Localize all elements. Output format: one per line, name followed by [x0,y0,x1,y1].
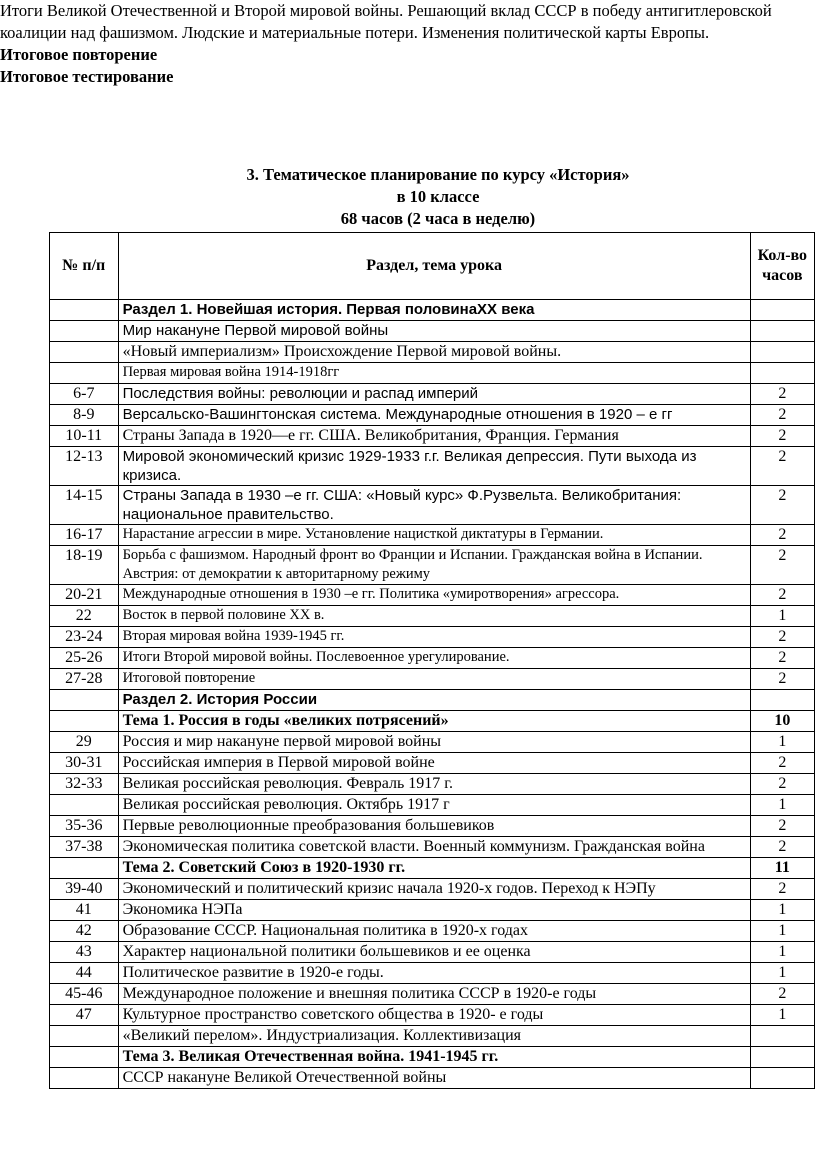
table-row [50,711,815,732]
lesson-hours [750,363,814,384]
header-topic: Раздел, тема урока [118,233,750,300]
lesson-number: 20-21 [50,585,119,606]
lesson-number: 32-33 [50,774,119,795]
lesson-hours [750,1047,814,1068]
lesson-hours: 2 [750,648,814,669]
lesson-number [50,321,119,342]
lesson-number: 12-13 [50,447,119,486]
header-num: № п/п [50,233,119,300]
lesson-number: 10-11 [50,426,119,447]
lesson-topic: Последствия войны: революции и распад империй [118,384,750,405]
table-row [50,606,815,627]
lesson-hours [750,1026,814,1047]
lesson-number: 43 [50,942,119,963]
lesson-topic: Раздел 2. История России [118,690,750,711]
lesson-number [50,1047,119,1068]
lesson-hours: 10 [750,711,814,732]
table-row [50,690,815,711]
lesson-hours: 2 [750,447,814,486]
lesson-topic: Итоги Второй мировой войны. Послевоенное урегулирование. [118,648,750,669]
table-row [50,963,815,984]
lesson-hours: 2 [750,627,814,648]
planning-table [49,232,815,1089]
lesson-hours: 1 [750,606,814,627]
lesson-topic: Тема 1. Россия в годы «великих потрясений» [118,711,750,732]
lesson-hours: 2 [750,984,814,1005]
lesson-hours [750,321,814,342]
lesson-hours: 2 [750,816,814,837]
lesson-hours: 1 [750,921,814,942]
lesson-topic: Международные отношения в 1930 –е гг. Политика «умиротворения» агрессора. [118,585,750,606]
table-row [50,627,815,648]
lesson-topic: Мировой экономический кризис 1929-1933 г.г. Великая депрессия. Пути выхода из кризиса. [118,447,750,486]
lesson-topic: Мир накануне Первой мировой войны [118,321,750,342]
lesson-topic: Образование СССР. Национальная политика в 1920-х годах [118,921,750,942]
lesson-topic: СССР накануне Великой Отечественной войны [118,1068,750,1089]
lesson-hours [750,1068,814,1089]
lesson-number [50,711,119,732]
lesson-topic: Первая мировая война 1914-1918гг [118,363,750,384]
lesson-topic: «Новый империализм» Происхождение Первой мировой войны. [118,342,750,363]
lesson-topic: Нарастание агрессии в мире. Установление нацисткой диктатуры в Германии. [118,525,750,546]
lesson-number: 30-31 [50,753,119,774]
lesson-topic: Экономический и политический кризис начала 1920-х годов. Переход к НЭПу [118,879,750,900]
lesson-hours: 1 [750,963,814,984]
lesson-topic: Культурное пространство советского общества в 1920- е годы [118,1005,750,1026]
table-row [50,984,815,1005]
heading-line-2: в 10 классе [396,187,480,206]
lesson-topic: Характер национальной политики большевиков и ее оценка [118,942,750,963]
table-row [50,648,815,669]
lesson-topic: Великая российская революция. Октябрь 1917 г [118,795,750,816]
lesson-number: 18-19 [50,546,119,585]
planning-heading [0,164,816,230]
heading-line-3: 68 часов (2 часа в неделю) [340,209,536,228]
lesson-hours: 2 [750,585,814,606]
lesson-hours: 1 [750,942,814,963]
table-row [50,753,815,774]
table-row [50,405,815,426]
lesson-hours: 2 [750,837,814,858]
lesson-hours: 2 [750,405,814,426]
table-row [50,900,815,921]
lesson-number: 22 [50,606,119,627]
table-row [50,816,815,837]
lesson-number [50,342,119,363]
lesson-topic: Тема 3. Великая Отечественная война. 1941-1945 гг. [118,1047,750,1068]
lesson-topic: Вторая мировая война 1939-1945 гг. [118,627,750,648]
lesson-number: 25-26 [50,648,119,669]
table-row [50,426,815,447]
lesson-number: 42 [50,921,119,942]
intro-review: Итоговое повторение [0,45,158,64]
table-row [50,1005,815,1026]
lesson-topic: Международное положение и внешняя политика СССР в 1920-е годы [118,984,750,1005]
lesson-hours: 2 [750,525,814,546]
lesson-hours: 1 [750,795,814,816]
lesson-number [50,795,119,816]
intro-text: Итоги Великой Отечественной и Второй мировой войны. Решающий вклад СССР в победу антигитлеровской коалиции над фашизмом. Людские и материальные потери. Изменения политической карты Европы. [0,1,772,42]
lesson-topic: Политическое развитие в 1920-е годы. [118,963,750,984]
lesson-topic: Раздел 1. Новейшая история. Первая половинаXX века [118,300,750,321]
intro-block [0,0,816,88]
lesson-topic: Тема 2. Советский Союз в 1920-1930 гг. [118,858,750,879]
lesson-number: 29 [50,732,119,753]
table-row [50,321,815,342]
lesson-hours: 1 [750,732,814,753]
table-row [50,363,815,384]
lesson-topic: Экономическая политика советской власти. Военный коммунизм. Гражданская война [118,837,750,858]
lesson-number: 35-36 [50,816,119,837]
lesson-number [50,1026,119,1047]
lesson-topic: Российская империя в Первой мировой войне [118,753,750,774]
heading-line-1: 3. Тематическое планирование по курсу «История» [246,165,630,184]
lesson-hours: 2 [750,669,814,690]
lesson-hours: 2 [750,486,814,525]
table-row [50,858,815,879]
lesson-topic: Итоговой повторение [118,669,750,690]
table-row [50,1026,815,1047]
table-row [50,342,815,363]
lesson-hours: 2 [750,774,814,795]
lesson-number [50,690,119,711]
table-row [50,447,815,486]
lesson-topic: Экономика НЭПа [118,900,750,921]
lesson-number: 16-17 [50,525,119,546]
table-row [50,669,815,690]
lesson-hours: 2 [750,384,814,405]
lesson-hours: 2 [750,879,814,900]
lesson-topic: Версальско-Вашингтонская система. Международные отношения в 1920 – е гг [118,405,750,426]
table-row [50,921,815,942]
table-row [50,1047,815,1068]
table-row [50,879,815,900]
lesson-hours: 2 [750,426,814,447]
lesson-topic: Первые революционные преобразования большевиков [118,816,750,837]
table-row [50,546,815,585]
lesson-topic: Россия и мир накануне первой мировой войны [118,732,750,753]
lesson-topic: Страны Запада в 1930 –е гг. США: «Новый курс» Ф.Рузвельта. Великобритания: национальное правительство. [118,486,750,525]
table-row [50,1068,815,1089]
lesson-number: 14-15 [50,486,119,525]
table-row [50,486,815,525]
table-row [50,942,815,963]
lesson-number: 41 [50,900,119,921]
lesson-hours: 11 [750,858,814,879]
table-header-row [50,233,815,300]
lesson-hours [750,690,814,711]
header-hours: Кол-во часов [750,233,814,300]
table-row [50,384,815,405]
table-row [50,732,815,753]
lesson-number [50,1068,119,1089]
lesson-hours: 1 [750,900,814,921]
lesson-number [50,858,119,879]
table-body [50,300,815,1089]
lesson-number: 39-40 [50,879,119,900]
lesson-number [50,363,119,384]
lesson-number: 37-38 [50,837,119,858]
lesson-number: 47 [50,1005,119,1026]
lesson-topic: Страны Запада в 1920—е гг. США. Великобритания, Франция. Германия [118,426,750,447]
lesson-hours [750,300,814,321]
lesson-hours: 2 [750,546,814,585]
table-row [50,795,815,816]
lesson-number: 45-46 [50,984,119,1005]
lesson-number: 27-28 [50,669,119,690]
lesson-number: 8-9 [50,405,119,426]
lesson-topic: «Великий перелом». Индустриализация. Коллективизация [118,1026,750,1047]
lesson-number: 44 [50,963,119,984]
table-row [50,837,815,858]
lesson-hours: 2 [750,753,814,774]
intro-test: Итоговое тестирование [0,67,174,86]
table-row [50,300,815,321]
table-row [50,774,815,795]
lesson-number [50,300,119,321]
lesson-hours [750,342,814,363]
lesson-hours: 1 [750,1005,814,1026]
table-row [50,585,815,606]
lesson-number: 23-24 [50,627,119,648]
table-row [50,525,815,546]
lesson-topic: Борьба с фашизмом. Народный фронт во Франции и Испании. Гражданская война в Испании. Австрия: от демократии к авторитарному режиму [118,546,750,585]
lesson-topic: Великая российская революция. Февраль 1917 г. [118,774,750,795]
lesson-number: 6-7 [50,384,119,405]
lesson-topic: Восток в первой половине XX в. [118,606,750,627]
